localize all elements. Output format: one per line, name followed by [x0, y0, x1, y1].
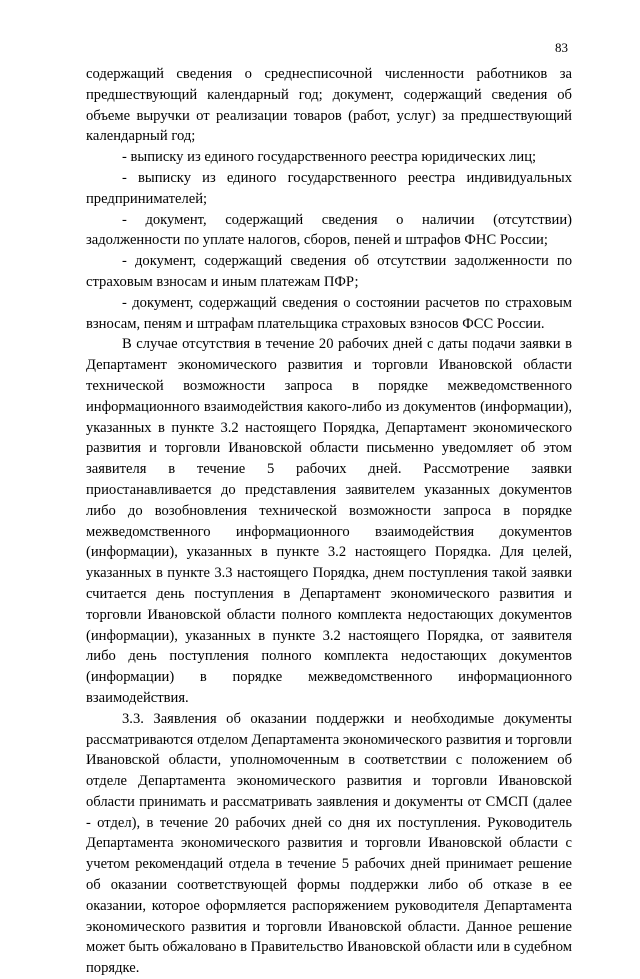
list-item: - документ, содержащий сведения о наличии (отсутствии) задолженности по уплате налогов, сборов, пеней и штрафов ФНС России;	[86, 211, 572, 249]
list-item: - документ, содержащий сведения об отсутствии задолженности по страховым взносам и иным платежам ПФР;	[86, 253, 572, 290]
document-body	[86, 64, 572, 979]
list-item: - выписку из единого государственного реестра юридических лиц;	[122, 149, 537, 166]
paragraph-section-3-3: 3.3. Заявления об оказании поддержки и необходимые документы рассматриваются отделом Департамента экономического развития и торговли Ивановской области, уполномоченным в соответствии с положением об отделе Департамента экономического развития и торговли Ивановской области принимать и рассматривать заявления и документы от СМСП (далее - отдел), в течение 20 рабочих дней со дня их поступления. Руководитель Департамента экономического развития и торговли Ивановской области с учетом рекомендаций отдела в течение 5 рабочих дней принимает решение об оказании соответствующей формы поддержки либо об отказе в ее оказании, которое оформляется распоряжением руководителя Департамента экономического развития и торговли Ивановской области. Данное решение может быть обжаловано в Правительство Ивановской области или в судебном порядке.	[86, 710, 572, 977]
paragraph: В случае отсутствия в течение 20 рабочих дней с даты подачи заявки в Департамент экономического развития и торговли Ивановской области технической возможности запроса в порядке межведомственного информационного взаимодействия какого-либо из документов (информации), указанных в пункте 3.2 настоящего Порядка, Департамент экономического развития и торговли Ивановской области письменно уведомляет об этом заявителя в течение 5 рабочих дней. Рассмотрение заявки приостанавливается до представления заявителем указанных документов либо до возобновления технической возможности запроса в порядке межведомственного информационного взаимодействия документов (информации), указанных в пункте 3.2 настоящего Порядка. Для целей, указанных в пункте 3.3 настоящего Порядка, днем поступления такой заявки считается день поступления в Департамент экономического развития и торговли Ивановской области полного комплекта недостающих документов (информации), указанных в пункте 3.2 настоящего Порядка, от заявителя либо день поступления полного комплекта недостающих документов (информации) в порядке межведомственного информационного взаимодействия.	[86, 336, 572, 706]
list-item: - выписку из единого государственного реестра индивидуальных предпринимателей;	[86, 169, 572, 207]
list-item: - документ, содержащий сведения о состоянии расчетов по страховым взносам, пеням и штрафам плательщика страховых взносов ФСС России.	[86, 294, 572, 332]
paragraph: содержащий сведения о среднесписочной численности работников за предшествующий календарный год; документ, содержащий сведения об объеме выручки от реализации товаров (работ, услуг) за предшествующий календарный год;	[86, 66, 572, 145]
page-number: 83	[555, 40, 568, 55]
